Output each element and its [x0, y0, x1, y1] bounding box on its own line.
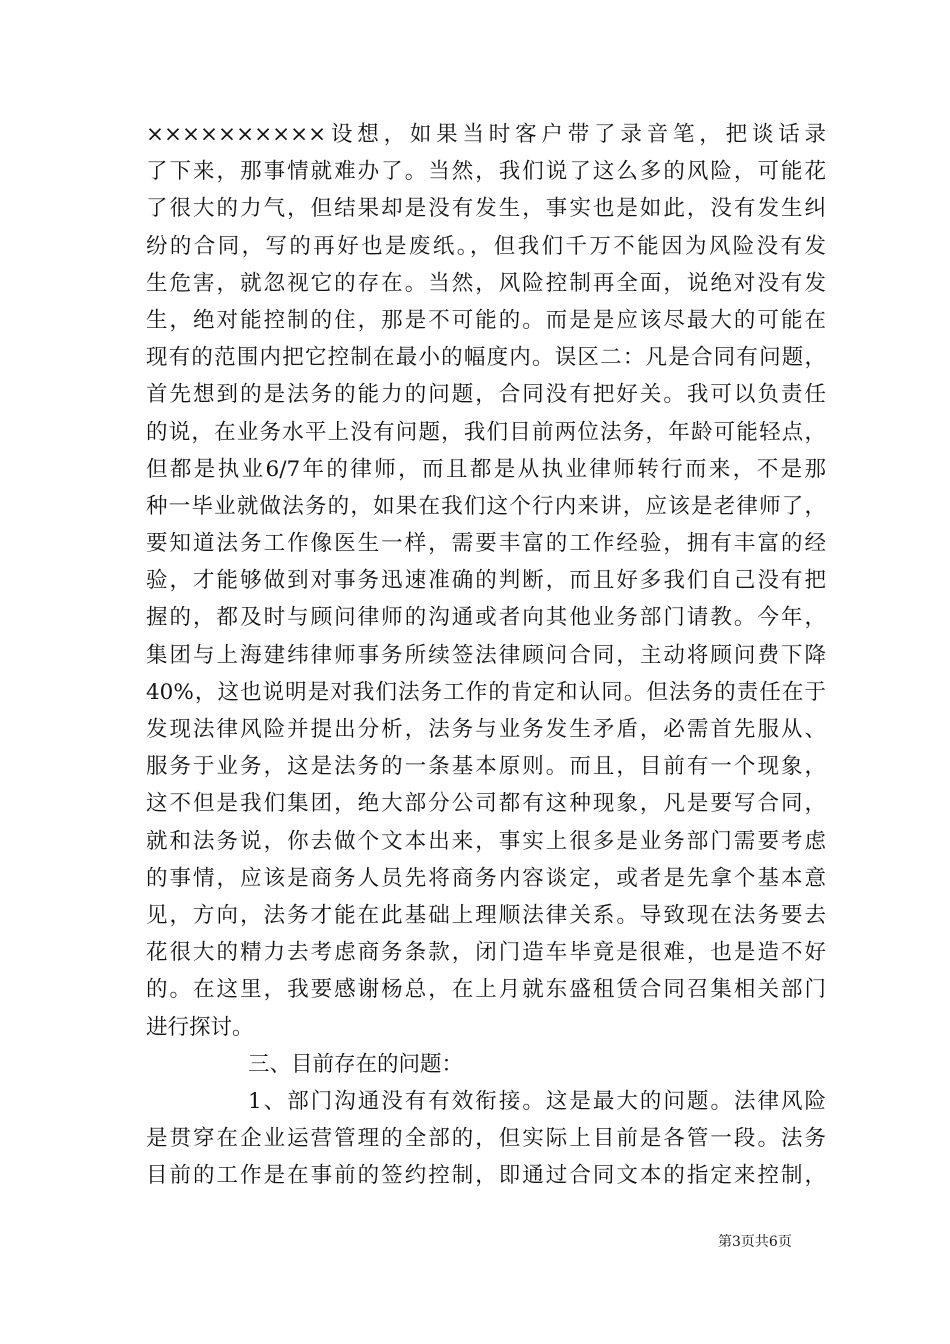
paragraph-line: 验，才能够做到对事务迅速准确的判断，而且好多我们自己没有把 [146, 568, 826, 594]
paragraph-line: 进行探讨。 [146, 1014, 254, 1040]
paragraph-line: 的事情，应该是商务人员先将商务内容谈定，或者是先拿个基本意 [146, 865, 826, 891]
paragraph-line: 握的，都及时与顾问律师的沟通或者向其他业务部门请教。今年， [146, 605, 826, 631]
paragraph-line: 了下来，那事情就难办了。当然，我们说了这么多的风险，可能花 [146, 159, 826, 185]
paragraph-line: 的。在这里，我要感谢杨总，在上月就东盛租赁合同召集相关部门 [146, 977, 826, 1003]
paragraph-line: 就和法务说，你去做个文本出来，事实上很多是业务部门需要考虑 [146, 828, 826, 854]
paragraph-line: 40%，这也说明是对我们法务工作的肯定和认同。但法务的责任在于 [146, 679, 826, 705]
paragraph-line: 了很大的力气，但结果却是没有发生，事实也是如此，没有发生纠 [146, 196, 826, 222]
paragraph-line: 现有的范围内把它控制在最小的幅度内。误区二：凡是合同有问题， [146, 345, 826, 371]
paragraph-line: ××××××××××设想，如果当时客户带了录音笔，把谈话录 [146, 122, 826, 147]
paragraph-line: 种一毕业就做法务的，如果在我们这个行内来讲，应该是老律师了， [146, 493, 826, 519]
paragraph-line: 纷的合同，写的再好也是废纸。，但我们千万不能因为风险没有发 [146, 233, 826, 259]
paragraph-line: 服务于业务，这是法务的一条基本原则。而且，目前有一个现象， [146, 754, 826, 780]
page-number-footer: 第3页共6页 [718, 1234, 792, 1250]
paragraph-line: 目前的工作是在事前的签约控制，即通过合同文本的指定来控制， [146, 1163, 826, 1189]
paragraph-line: 要知道法务工作像医生一样，需要丰富的工作经验，拥有丰富的经 [146, 531, 826, 557]
paragraph-line: 见，方向，法务才能在此基础上理顺法律关系。导致现在法务要去 [146, 902, 826, 928]
paragraph-line: 首先想到的是法务的能力的问题，合同没有把好关。我可以负责任 [146, 382, 826, 408]
paragraph-line: 这不但是我们集团，绝大部分公司都有这种现象，凡是要写合同， [146, 791, 826, 817]
paragraph-line: 生，绝对能控制的住，那是不可能的。而是是应该尽最大的可能在 [146, 307, 826, 333]
paragraph-line: 发现法律风险并提出分析，法务与业务发生矛盾，必需首先服从、 [146, 717, 826, 742]
paragraph-line: 生危害，就忽视它的存在。当然，风险控制再全面，说绝对没有发 [146, 270, 826, 296]
section-heading: 三、目前存在的问题： [248, 1051, 464, 1077]
paragraph-line: 花很大的精力去考虑商务条款，闭门造车毕竟是很难，也是造不好 [146, 940, 826, 966]
paragraph-line: 但都是执业6/7年的律师，而且都是从执业律师转行而来，不是那 [146, 456, 826, 482]
paragraph-line: 集团与上海建纬律师事务所续签法律顾问合同，主动将顾问费下降 [146, 642, 826, 668]
paragraph-line: 1、部门沟通没有有效衔接。这是最大的问题。法律风险 [248, 1088, 826, 1114]
paragraph-line: 的说，在业务水平上没有问题，我们目前两位法务，年龄可能轻点， [146, 419, 826, 445]
paragraph-line: 是贯穿在企业运营管理的全部的，但实际上目前是各管一段。法务 [146, 1126, 826, 1152]
document-body [146, 116, 826, 1194]
